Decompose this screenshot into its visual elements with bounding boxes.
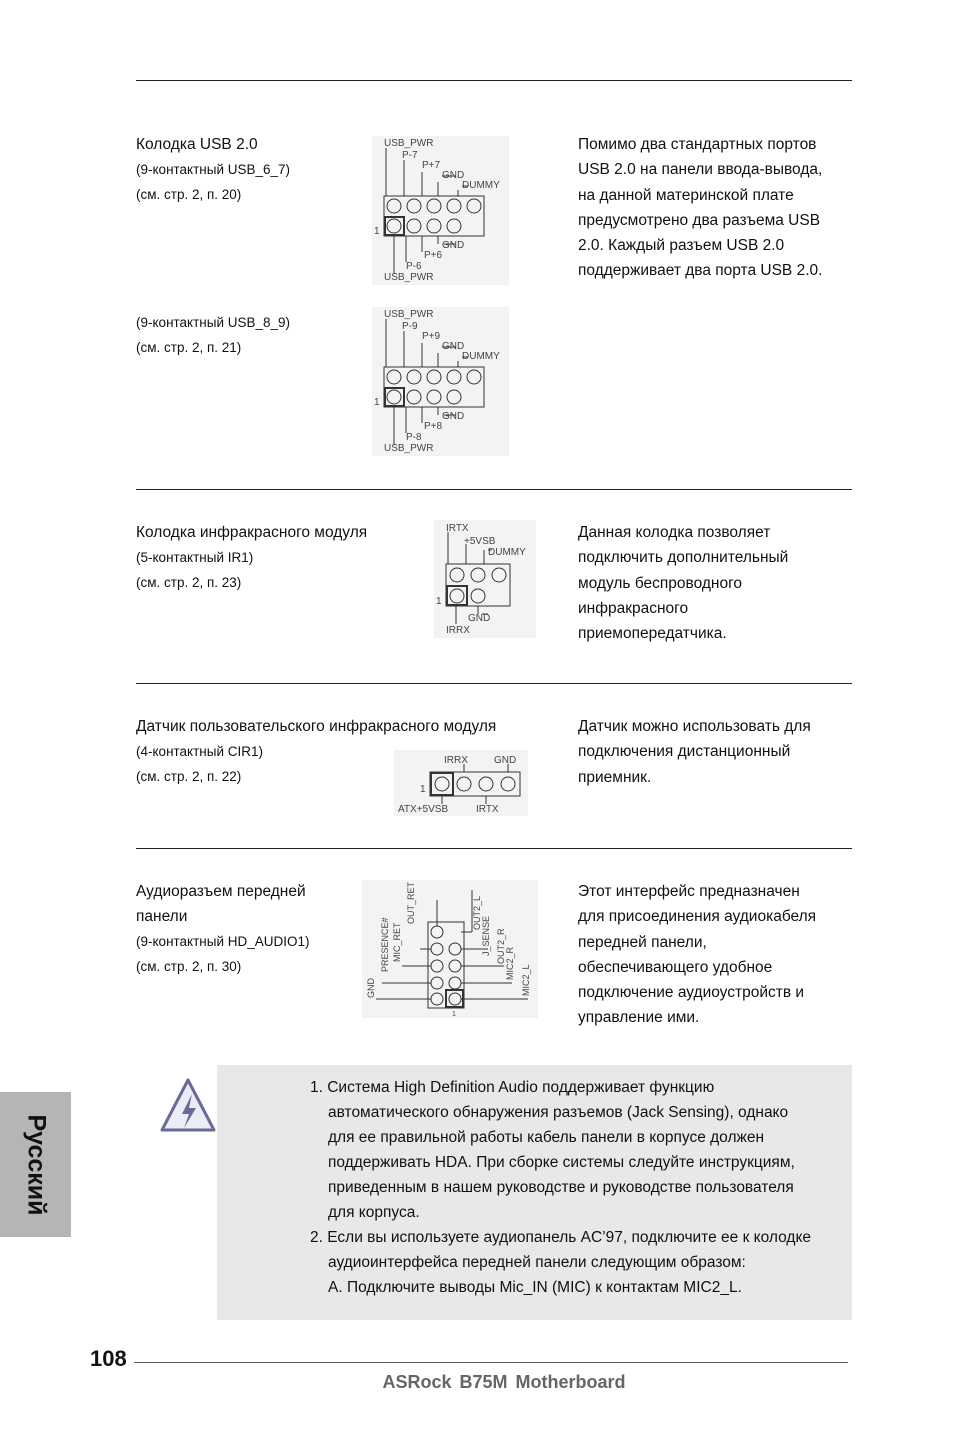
atx5vsb-label: ATX+5VSB: [398, 804, 449, 815]
usb-8-9-pin-diagram: [372, 307, 509, 456]
note-line: поддерживать HDA. При сборке системы следуйте инструкциям,: [328, 1154, 795, 1171]
note-line: для корпуса.: [328, 1204, 420, 1221]
gnd-label: GND: [468, 613, 491, 624]
dummy-label: DUMMY: [462, 351, 500, 362]
pin1-label: 1: [420, 784, 426, 795]
cir-pins: (4-контактный CIR1): [136, 744, 264, 759]
ir-ref: (см. стр. 2, п. 23): [136, 575, 242, 590]
usb-title: Колодка USB 2.0: [136, 136, 258, 153]
language-side-tab-label: Русский: [22, 1113, 50, 1216]
usb-desc-line: предусмотрено два разъема USB: [578, 211, 821, 229]
section-divider: [136, 848, 852, 849]
cir-pin-diagram: [394, 750, 528, 816]
hd-audio-pin-diagram: [362, 880, 538, 1018]
cir-title: Датчик пользовательского инфракрасного модуля: [136, 718, 497, 735]
mic2-l-label: MIC2_L: [521, 964, 531, 996]
usb-h2-pins: (9-контактный USB_8_9): [136, 315, 291, 330]
gnd-bottom-label: GND: [442, 240, 465, 251]
cir-description: [578, 714, 852, 790]
ir-desc-line: инфракрасного: [578, 599, 689, 617]
p-plus-bottom-label: P+6: [424, 250, 443, 261]
p-minus-bottom-label: P-6: [406, 261, 422, 272]
audio-title-line2: панели: [136, 908, 188, 925]
irrx-label: IRRX: [446, 625, 470, 636]
footer-title: ASRock B75M Motherboard: [382, 1372, 626, 1392]
gnd-label: GND: [442, 170, 465, 181]
audio-desc-line: для присоединения аудиокабеля: [578, 908, 817, 926]
note-line: 1. Система High Definition Audio поддерживает функцию: [310, 1079, 715, 1096]
p-plus-bottom-label: P+8: [424, 421, 443, 432]
usb-6-7-pin-diagram: [372, 136, 509, 285]
p-plus-label: P+7: [422, 160, 441, 171]
cir-desc-line: подключения дистанционный: [578, 743, 791, 761]
irtx-label: IRTX: [476, 804, 499, 815]
note-line: A. Подключите выводы Mic_IN (MIC) к контактам MIC2_L.: [328, 1279, 742, 1296]
ir-description: [578, 520, 852, 646]
out2-l-label: OUT2_L: [472, 895, 482, 930]
dummy-label: DUMMY: [488, 547, 526, 558]
section-divider: [136, 683, 852, 684]
ir-desc-line: приемопередатчика.: [578, 625, 727, 643]
language-side-tab: [0, 1092, 71, 1237]
gnd-label: GND: [366, 978, 376, 998]
mic2-r-label: MIC2_R: [505, 946, 515, 980]
5vsb-label: +5VSB: [464, 536, 496, 547]
pin1-label: 1: [374, 226, 380, 237]
audio-description: [578, 879, 852, 1031]
warning-icon: [158, 1076, 218, 1136]
p-minus-bottom-label: P-8: [406, 432, 422, 443]
ir-pins: (5-контактный IR1): [136, 550, 254, 565]
usb-pwr-label: USB_PWR: [384, 138, 434, 149]
audio-title-line1: Аудиоразъем передней: [136, 883, 306, 900]
usb-pwr-label: USB_PWR: [384, 309, 434, 320]
ir-desc-line: Данная колодка позволяет: [578, 524, 771, 541]
ir-pin-diagram: [434, 520, 536, 638]
j-sense-label: J_SENSE: [481, 915, 491, 956]
usb-h2-ref: (см. стр. 2, п. 21): [136, 340, 242, 355]
page-number: 108: [90, 1346, 127, 1371]
note-line: аудиоинтерфейса передней панели следующим образом:: [328, 1254, 746, 1271]
note-line: автоматического обнаружения разъемов (Jack Sensing), однако: [328, 1104, 789, 1121]
audio-pins: (9-контактный HD_AUDIO1): [136, 934, 310, 949]
audio-desc-line: Этот интерфейс предназначен: [578, 883, 800, 900]
usb-header-label: [136, 132, 290, 207]
audio-desc-line: обеспечивающего удобное: [578, 958, 773, 976]
out-ret-label: OUT_RET: [406, 881, 416, 924]
note-line: 2. Если вы используете аудиопанель AC’97, подключите ее к колодке: [310, 1229, 812, 1246]
ir-desc-line: подключить дополнительный: [578, 549, 789, 567]
footer-rule: [134, 1362, 848, 1363]
pin1-label: 1: [374, 397, 380, 408]
ir-desc-line: модуль беспроводного: [578, 574, 743, 592]
p-minus-label: P-9: [402, 321, 418, 332]
top-rule: [136, 80, 852, 81]
note-line: для ее правильной работы кабель панели в корпусе должен: [328, 1129, 765, 1146]
audio-desc-line: передней панели,: [578, 933, 707, 951]
audio-desc-line: подключение аудиоустройств и: [578, 984, 805, 1002]
usb-header2-label: [136, 310, 290, 360]
audio-desc-line: управление ими.: [578, 1009, 700, 1027]
usb-desc-line: поддерживает два порта USB 2.0.: [578, 262, 823, 280]
usb-h1-pins: (9-контактный USB_6_7): [136, 162, 291, 177]
cir-desc-line: приемник.: [578, 768, 652, 786]
section-divider: [136, 489, 852, 490]
p-plus-label: P+9: [422, 331, 441, 342]
ir-header-label: [136, 520, 367, 595]
ir-title: Колодка инфракрасного модуля: [136, 524, 368, 541]
note-line: приведенным в нашем руководстве и руководстве пользователя: [328, 1179, 794, 1196]
irtx-label: IRTX: [446, 523, 469, 534]
dummy-label: DUMMY: [462, 180, 500, 191]
pin1-label: 1: [452, 1011, 456, 1018]
mic-ret-label: MIC_RET: [392, 922, 402, 962]
usb-pwr-bottom-label: USB_PWR: [384, 443, 434, 454]
audio-header-label: [136, 879, 310, 979]
cir-ref: (см. стр. 2, п. 22): [136, 769, 242, 784]
usb-description: [578, 132, 852, 284]
pin1-label: 1: [436, 596, 442, 607]
usb-desc-line: Помимо два стандартных портов: [578, 136, 817, 153]
gnd-label: GND: [494, 755, 517, 766]
usb-desc-line: на данной материнской плате: [578, 186, 794, 204]
gnd-label: GND: [442, 341, 465, 352]
cir-desc-line: Датчик можно использовать для: [578, 718, 811, 735]
presence-label: PRESENCE#: [380, 917, 390, 972]
p-minus-label: P-7: [402, 150, 418, 161]
out2-r-label: OUT2_R: [496, 928, 506, 964]
usb-desc-line: USB 2.0 на панели ввода-вывода,: [578, 161, 823, 179]
irrx-label: IRRX: [444, 755, 468, 766]
note-box: [217, 1065, 852, 1320]
gnd-bottom-label: GND: [442, 411, 465, 422]
usb-desc-line: 2.0. Каждый разъем USB 2.0: [578, 237, 785, 255]
usb-h1-ref: (см. стр. 2, п. 20): [136, 187, 242, 202]
audio-ref: (см. стр. 2, п. 30): [136, 959, 242, 974]
usb-pwr-bottom-label: USB_PWR: [384, 272, 434, 283]
